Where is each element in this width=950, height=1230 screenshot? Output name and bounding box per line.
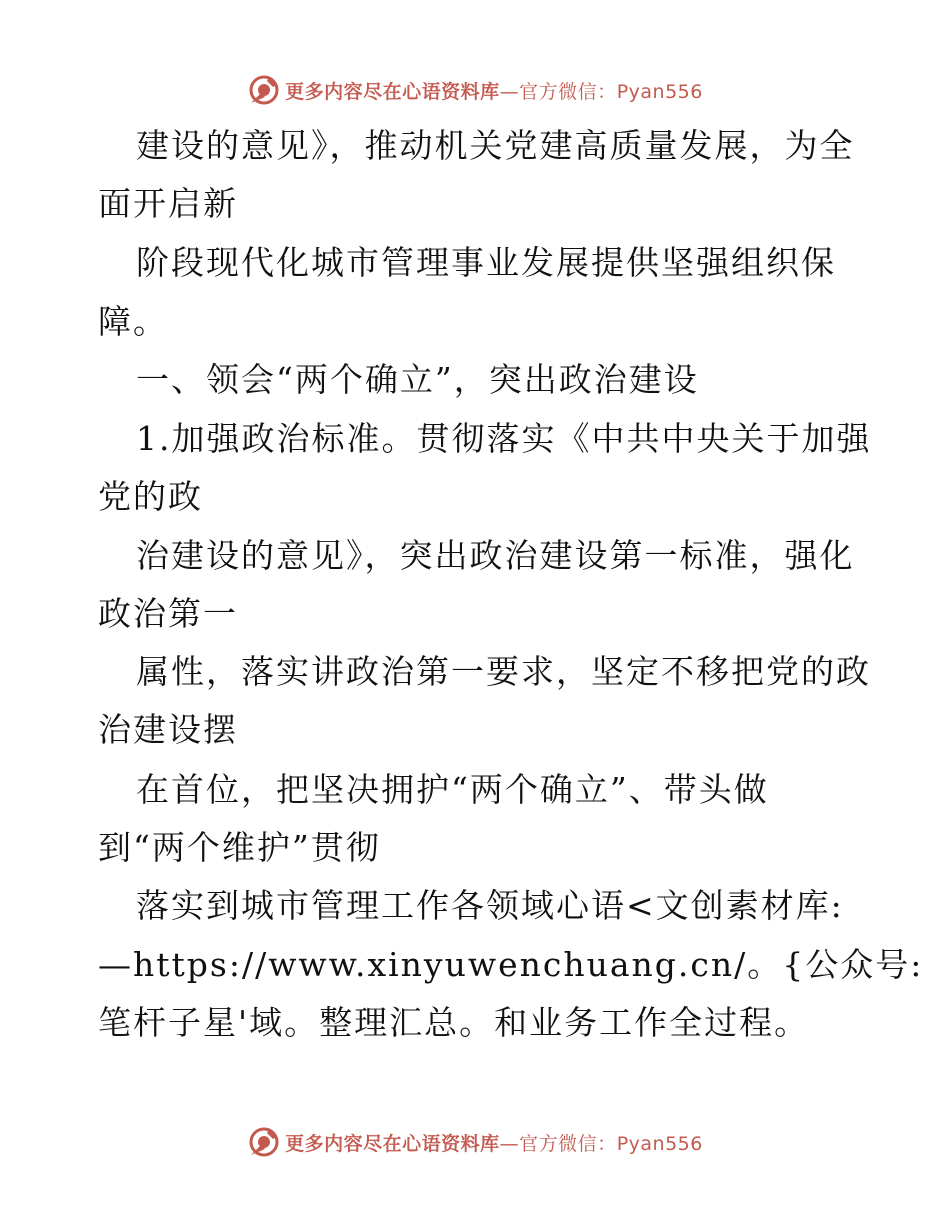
banner-wechat-id: Pyan556 <box>616 80 703 103</box>
body-line: 治建设的意见》，突出政治建设第一标准，强化 <box>136 536 855 575</box>
body-line: 笔杆子星'域。整理汇总。和业务工作全过程。 <box>98 1003 810 1042</box>
banner-main-text: 更多内容尽在心语资料库 <box>285 1132 500 1155</box>
body-line: 阶段现代化城市管理事业发展提供坚强组织保 <box>136 243 836 282</box>
banner-wechat-label: 官方微信： <box>519 80 617 103</box>
body-line: 1.加强政治标准。贯彻落实《中共中央关于加强 <box>136 419 872 458</box>
banner-dash: — <box>499 1132 520 1155</box>
body-line: 建设的意见》，推动机关党建高质量发展，为全 <box>136 126 855 165</box>
body-line: 在首位，把坚决拥护“两个确立”、带头做 <box>136 770 769 809</box>
body-line: 落实到城市管理工作各领域心语<文创素材库: <box>136 886 844 925</box>
brush-logo-icon <box>247 1125 281 1159</box>
header-banner <box>0 70 950 110</box>
banner-dash: — <box>499 80 520 103</box>
footer-banner <box>0 1122 950 1162</box>
section-heading: 一、领会“两个确立”，突出政治建设 <box>136 360 699 399</box>
body-line: —https://www.xinyuwenchuang.cn/。{公众号: <box>98 945 924 984</box>
body-line: 治建设摆 <box>98 710 238 749</box>
body-line: 政治第一 <box>98 594 238 633</box>
body-line: 到“两个维护”贯彻 <box>98 828 381 867</box>
body-line: 面开启新 <box>98 184 238 223</box>
banner-wechat-id: Pyan556 <box>616 1132 703 1155</box>
banner-main-text: 更多内容尽在心语资料库 <box>285 80 500 103</box>
body-line: 障。 <box>98 302 168 341</box>
brush-logo-icon <box>247 73 281 107</box>
body-line: 属性，落实讲政治第一要求，坚定不移把党的政 <box>136 652 871 691</box>
body-line: 党的政 <box>98 477 203 516</box>
banner-wechat-label: 官方微信： <box>519 1132 617 1155</box>
